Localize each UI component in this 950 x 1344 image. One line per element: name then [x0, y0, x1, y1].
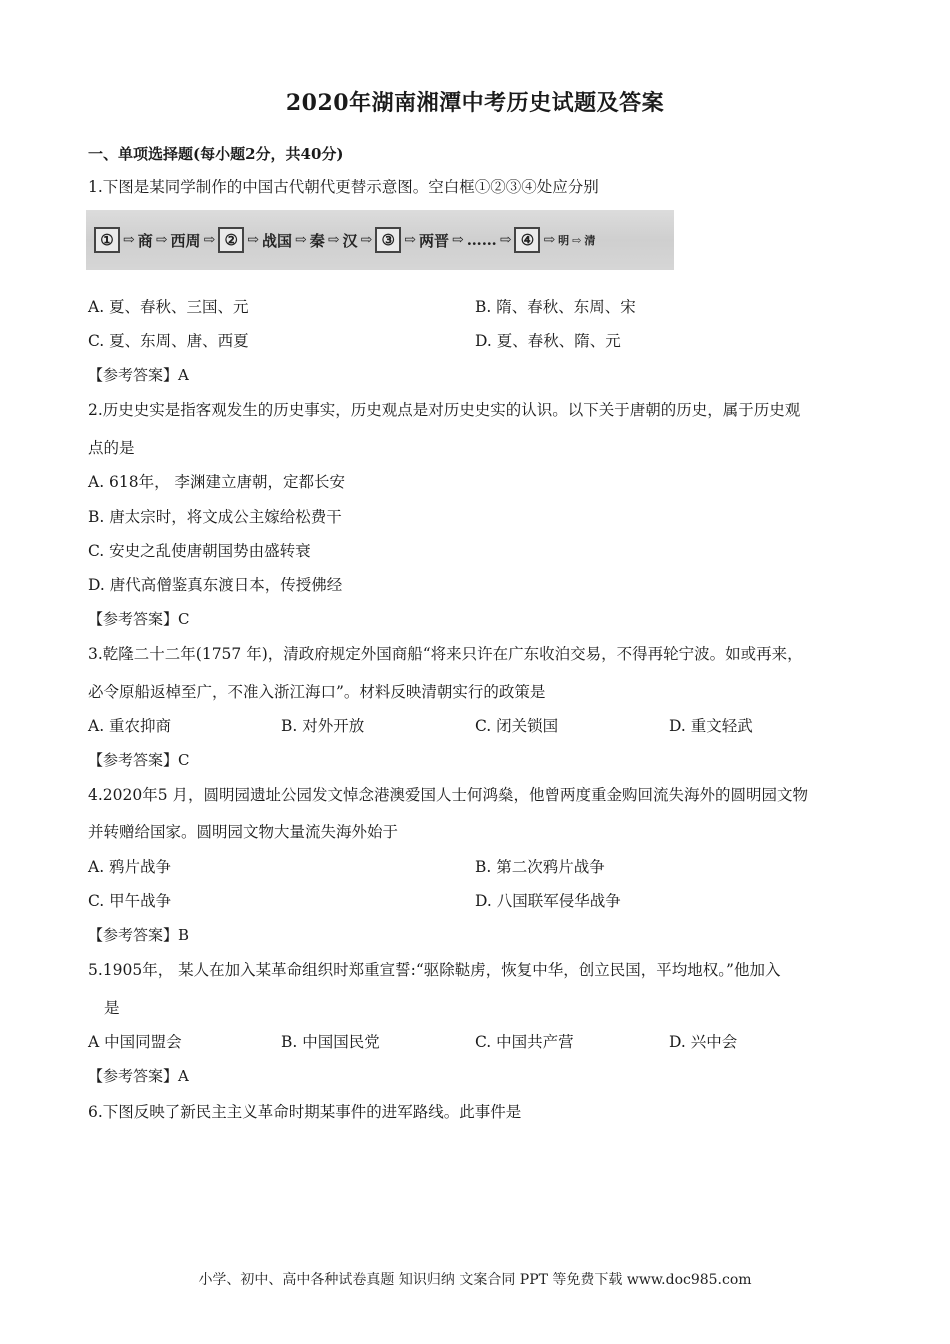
arrow-icon: ⇨: [360, 232, 373, 248]
timeline-ellipsis: ……: [466, 231, 497, 249]
q1-option-c: C. 夏、东周、唐、西夏: [88, 332, 249, 350]
question-3-stem-line2: 必令原船返棹至广，不准入浙江海口”。材料反映清朝实行的政策是: [88, 683, 546, 701]
q3-option-a: A. 重农抑商: [88, 717, 172, 735]
arrow-icon: ⇨: [499, 232, 512, 248]
q1-option-d: D. 夏、春秋、隋、元: [475, 332, 621, 350]
arrow-icon: ⇨: [327, 232, 340, 248]
arrow-icon: ⇨: [123, 232, 135, 248]
q5-option-a: A 中国同盟会: [88, 1033, 182, 1051]
question-3-stem-line1: 3.乾隆二十二年(1757 年)，清政府规定外国商船“将来只许在广东收泊交易，不得再轮宁波。如或再来，: [88, 645, 803, 663]
q4-option-b: B. 第二次鸦片战争: [475, 858, 605, 876]
question-4-stem-line1: 4.2020年5 月，圆明园遗址公园发文悼念港澳爱国人士何鸿燊，他曾两度重金购回流失海外的圆明园文物: [88, 786, 809, 804]
timeline-blank-box-3: ③: [375, 227, 401, 253]
timeline-blank-box-1: ①: [94, 227, 120, 253]
arrow-icon: ⇨: [294, 232, 307, 248]
arrow-icon: ⇨: [247, 232, 259, 248]
q1-option-a: A. 夏、春秋、三国、元: [88, 298, 249, 316]
arrow-icon: ⇨: [404, 232, 416, 248]
q3-option-b: B. 对外开放: [281, 717, 365, 735]
timeline-blank-box-2: ②: [218, 227, 244, 253]
q4-option-a: A. 鸦片战争: [88, 858, 172, 876]
q2-answer: 【参考答案】C: [88, 610, 190, 628]
arrow-icon: ⇨: [572, 233, 582, 247]
question-4-stem-line2: 并转赠给国家。圆明园文物大量流失海外始于: [88, 823, 399, 841]
q4-answer: 【参考答案】B: [88, 926, 190, 944]
timeline-xizhou: 西周: [170, 231, 201, 250]
q4-option-c: C. 甲午战争: [88, 892, 172, 910]
question-2-stem-line2: 点的是: [88, 439, 135, 457]
question-6-stem: 6.下图反映了新民主主义革命时期某事件的进军路线。此事件是: [88, 1103, 522, 1121]
timeline-han: 汉: [342, 231, 358, 250]
arrow-icon: ⇨: [451, 232, 464, 248]
q5-option-b: B. 中国国民党: [281, 1033, 380, 1051]
timeline-shang: 商: [137, 231, 153, 250]
q3-option-d: D. 重文轻武: [669, 717, 753, 735]
q3-option-c: C. 闭关锁国: [475, 717, 559, 735]
q1-answer: 【参考答案】A: [88, 366, 189, 384]
timeline-qing: 清: [584, 234, 596, 247]
q3-answer: 【参考答案】C: [88, 751, 190, 769]
timeline-blank-box-4: ④: [514, 227, 540, 253]
timeline-zhanguo: 战国: [261, 231, 292, 250]
q2-option-d: D. 唐代高僧鉴真东渡日本，传授佛经: [88, 576, 343, 594]
q5-answer: 【参考答案】A: [88, 1067, 189, 1085]
question-1-stem: 1.下图是某同学制作的中国古代朝代更替示意图。空白框①②③④处应分别: [88, 178, 599, 196]
q1-option-b: B. 隋、春秋、东周、宋: [475, 298, 636, 316]
question-5-stem-line2: 是: [104, 999, 120, 1017]
timeline-ming: 明: [558, 234, 570, 247]
dynasty-timeline-figure: [86, 210, 674, 270]
page-title: 2020年湖南湘潭中考历史试题及答案: [285, 90, 665, 116]
page-footer: 小学、初中、高中各种试卷真题 知识归纳 文案合同 PPT 等免费下载 www.doc985.com: [198, 1272, 752, 1288]
question-5-stem-line1: 5.1905年， 某人在加入某革命组织时郑重宣誓:“驱除鞑虏，恢复中华，创立民国，平均地权。”他加入: [88, 961, 781, 979]
section-header: 一、单项选择题(每小题2分，共40分): [88, 145, 344, 163]
q4-option-d: D. 八国联军侵华战争: [475, 892, 621, 910]
q5-option-d: D. 兴中会: [669, 1033, 738, 1051]
arrow-icon: ⇨: [203, 232, 216, 248]
timeline-liangjin: 两晋: [418, 231, 449, 250]
arrow-icon: ⇨: [543, 232, 556, 248]
q5-option-c: C. 中国共产营: [475, 1033, 574, 1051]
q2-option-a: A. 618年， 李渊建立唐朝，定都长安: [88, 473, 346, 491]
q2-option-c: C. 安史之乱使唐朝国势由盛转衰: [88, 542, 311, 560]
timeline-qin: 秦: [309, 231, 325, 250]
q2-option-b: B. 唐太宗时，将文成公主嫁给松费干: [88, 508, 342, 526]
arrow-icon: ⇨: [155, 232, 168, 248]
question-2-stem-line1: 2.历史史实是指客观发生的历史事实，历史观点是对历史史实的认识。以下关于唐朝的历史，属于历史观: [88, 401, 801, 419]
